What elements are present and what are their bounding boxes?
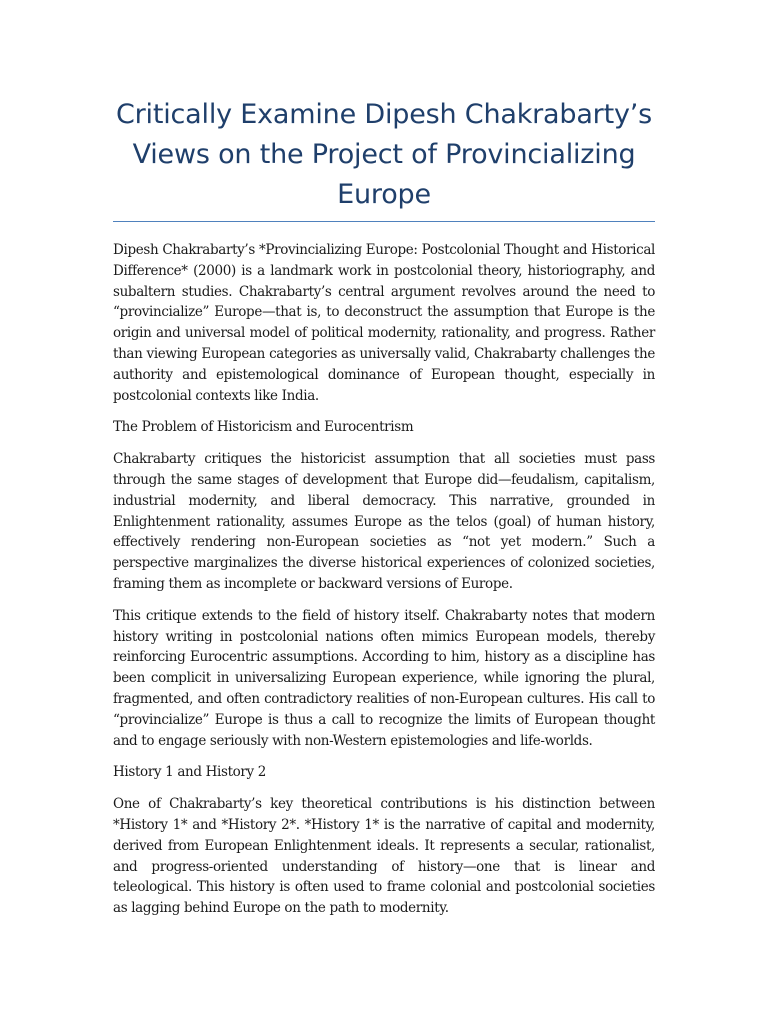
document-title: Critically Examine Dipesh Chakrabarty’s Views on the Project of Provincializing Europe: [116, 99, 652, 210]
title-underline-rule: [113, 221, 655, 222]
intro-paragraph: Dipesh Chakrabarty’s *Provincializing Europe: Postcolonial Thought and Historical Difference* (2000) is a landmark work in postcolonial theory, historiography, and subaltern studies. Chakrabarty’s central argument revolves around the need to “provincialize” Europe—that is, to deconstruct the assumption that Europe is the origin and universal model of political modernity, rationality, and progress. Rather than viewing European categories as universally valid, Chakrabarty challenges the authority and epistemological dominance of European thought, especially in postcolonial contexts like India.: [113, 242, 655, 404]
section-heading-history-1-2: History 1 and History 2: [113, 764, 266, 781]
title-block: [113, 95, 655, 215]
historicism-paragraph: Chakrabarty critiques the historicist assumption that all societies must pass through the same stages of development that Europe did—feudalism, capitalism, industrial modernity, and liberal democracy. This narrative, grounded in Enlightenment rationality, assumes Europe as the telos (goal) of human history, effectively rendering non-European societies as “not yet modern.” Such a perspective marginalizes the diverse historical experiences of colonized societies, framing them as incomplete or backward versions of Europe.: [113, 451, 655, 592]
document-body: [113, 240, 655, 930]
history-1-paragraph: One of Chakrabarty’s key theoretical contributions is his distinction between *History 1* and *History 2*. *History 1* is the narrative of capital and modernity, derived from European Enlightenment ideals. It represents a secular, rationalist, and progress-oriented understanding of history—one that is linear and teleological. This history is often used to frame colonial and postcolonial societies as lagging behind Europe on the path to modernity.: [113, 796, 655, 917]
history-writing-paragraph: This critique extends to the field of history itself. Chakrabarty notes that modern history writing in postcolonial nations often mimics European models, thereby reinforcing Eurocentric assumptions. According to him, history as a discipline has been complicit in universalizing European experience, while ignoring the plural, fragmented, and often contradictory realities of non-European cultures. His call to “provincialize” Europe is thus a call to recognize the limits of European thought and to engage seriously with non-Western epistemologies and life-worlds.: [113, 607, 655, 749]
section-heading-historicism: The Problem of Historicism and Eurocentrism: [113, 419, 414, 436]
